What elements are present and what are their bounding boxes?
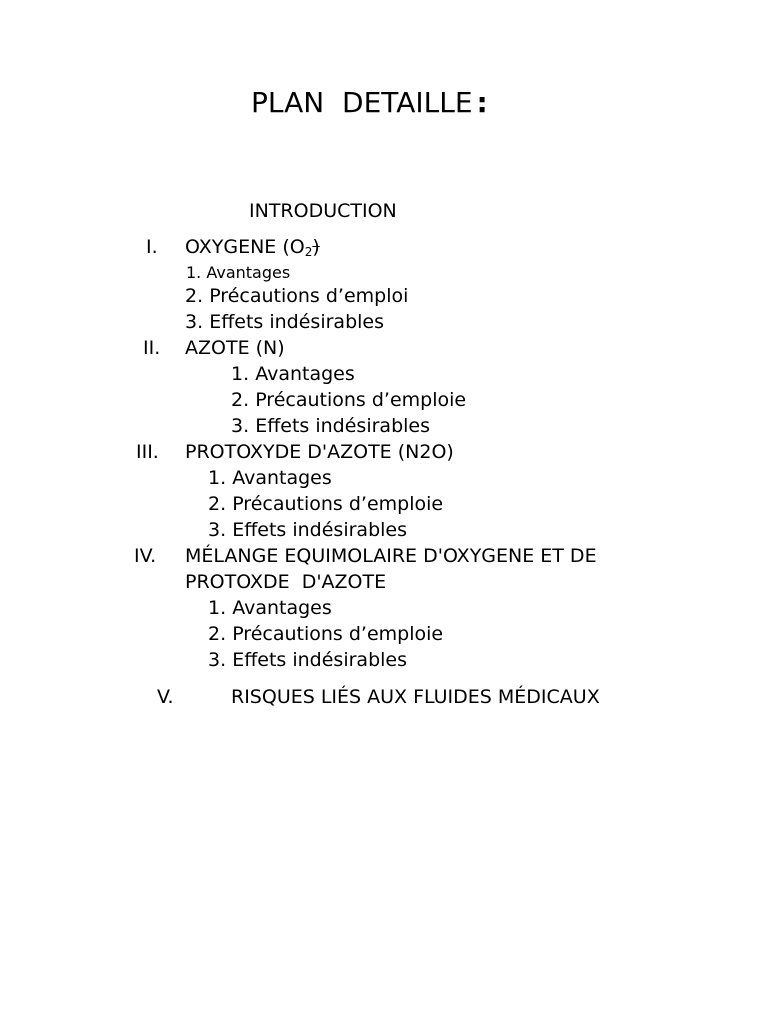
list-item-text: Effets indésirables: [255, 415, 430, 437]
list-item: [208, 595, 332, 621]
list-item: [185, 309, 384, 335]
list-item-text: Précautions d’emploie: [255, 389, 467, 411]
list-item-number: 2.: [208, 623, 227, 645]
section-heading-melange-line2: PROTOXDE D'AZOTE: [185, 571, 387, 593]
section-numeral-iv: IV.: [134, 545, 157, 567]
introduction-heading: INTRODUCTION: [249, 200, 397, 222]
section-heading-protoxyde: PROTOXYDE D'AZOTE (N2O): [185, 441, 454, 463]
page-title: [251, 84, 488, 122]
section-numeral-v: V.: [157, 686, 174, 708]
section-numeral-i: I.: [146, 236, 158, 258]
list-item: [208, 465, 332, 491]
list-item: [231, 387, 466, 413]
list-item-text: Avantages: [232, 597, 332, 619]
list-item-text: Précautions d’emploie: [232, 623, 444, 645]
heading-oxygene-suffix: ): [312, 236, 320, 258]
list-item-number: 1.: [208, 467, 227, 489]
list-item-text: Avantages: [232, 467, 332, 489]
list-item: [208, 517, 407, 543]
list-item-number: 3.: [208, 519, 227, 541]
list-item-text: Précautions d’emploi: [209, 285, 409, 307]
list-item-text: Précautions d’emploie: [232, 493, 444, 515]
list-item-number: 1.: [186, 263, 202, 282]
list-item: [185, 283, 408, 309]
list-item-number: 3.: [185, 311, 204, 333]
list-item-number: 3.: [231, 415, 250, 437]
list-item: [231, 361, 355, 387]
heading-oxygene-prefix: OXYGENE (O: [185, 236, 305, 258]
section-heading-melange-line1: MÉLANGE EQUIMOLAIRE D'OXYGENE ET DE: [185, 545, 597, 567]
list-item: [208, 621, 443, 647]
list-item-text: Effets indésirables: [232, 649, 407, 671]
list-item-number: 2.: [185, 285, 204, 307]
list-item: [231, 413, 430, 439]
list-item-text: Avantages: [206, 263, 291, 282]
section-numeral-ii: II.: [143, 337, 161, 359]
list-item-number: 1.: [231, 363, 250, 385]
list-item-text: Avantages: [255, 363, 355, 385]
list-item-number: 2.: [231, 389, 250, 411]
section-heading-azote: AZOTE (N): [185, 337, 285, 359]
list-item-number: 3.: [208, 649, 227, 671]
list-item: [208, 647, 407, 673]
list-item-number: 1.: [208, 597, 227, 619]
section-numeral-iii: III.: [136, 441, 159, 463]
section-heading-risques: RISQUES LIÉS AUX FLUIDES MÉDICAUX: [231, 686, 600, 708]
list-item: [208, 491, 443, 517]
title-colon: :: [476, 86, 488, 119]
heading-oxygene-subscript: 2: [304, 245, 313, 259]
list-item-text: Effets indésirables: [209, 311, 384, 333]
list-item-text: Effets indésirables: [232, 519, 407, 541]
list-item-number: 2.: [208, 493, 227, 515]
title-text: PLAN DETAILLE: [251, 86, 473, 119]
